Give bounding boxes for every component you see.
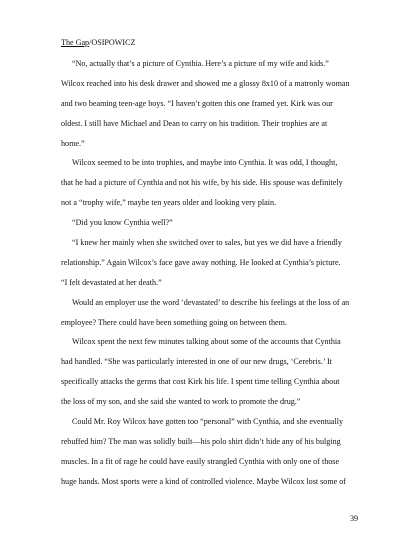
text-line: Wilcox seemed to be into trophies, and maybe into Cynthia. It was odd, I thought, (72, 158, 338, 168)
text-line: home.” (61, 138, 85, 148)
text-line: Wilcox spent the next few minutes talking about some of the accounts that Cynthia (72, 337, 341, 347)
header-book-title: The Gap (61, 38, 90, 47)
text-line: rebuffed him? The man was solidly built—his polo shirt didn’t hide any of his bulging (61, 436, 341, 446)
text-line: had handled. “She was particularly interested in one of our new drugs, ‘Cerebris.’ It (61, 357, 332, 367)
text-line: employee? There could have been something going on between them. (61, 317, 287, 327)
text-line: “No, actually that’s a picture of Cynthia. Here’s a picture of my wife and kids.” (72, 59, 329, 68)
text-line: the loss of my son, and she said she wanted to work to promote the drug.” (61, 397, 301, 407)
page-number: 39 (350, 514, 359, 523)
header-author: OSIPOWICZ (91, 38, 136, 47)
text-line: Wilcox reached into his desk drawer and showed me a glossy 8x10 of a matronly woman (61, 78, 350, 88)
text-line: Could Mr. Roy Wilcox have gotten too “personal” with Cynthia, and she eventually (72, 417, 344, 427)
text-line: relationship.” Again Wilcox’s face gave away nothing. He looked at Cynthia’s picture. (61, 257, 341, 267)
text-line: and two beaming teen-age boys. “I haven’t gotten this one framed yet. Kirk was our (61, 98, 333, 108)
text-line: oldest. I still have Michael and Dean to carry on his tradition. Their trophies are at (61, 118, 328, 128)
text-line: “I felt devastated at her death.” (61, 277, 162, 287)
body-text (61, 54, 361, 492)
text-line: not a “trophy wife,” maybe ten years older and looking very plain. (61, 198, 277, 208)
header-separator: / (89, 38, 92, 47)
text-line: “Did you know Cynthia well?” (72, 218, 173, 228)
text-line: muscles. In a fit of rage he could have easily strangled Cynthia with only one of those (61, 456, 340, 466)
text-line: huge hands. Most sports were a kind of controlled violence. Maybe Wilcox lost some of (61, 476, 346, 486)
text-line: that he had a picture of Cynthia and not his wife, by his side. His spouse was definitely (61, 178, 343, 188)
text-line: “I knew her mainly when she switched over to sales, but yes we did have a friendly (72, 238, 342, 248)
running-header (61, 38, 135, 48)
text-line: Would an employer use the word ‘devastated’ to describe his feelings at the loss of an (72, 297, 350, 307)
text-line: specifically attacks the germs that cost Kirk his life. I spent time telling Cynthia about (61, 377, 340, 387)
